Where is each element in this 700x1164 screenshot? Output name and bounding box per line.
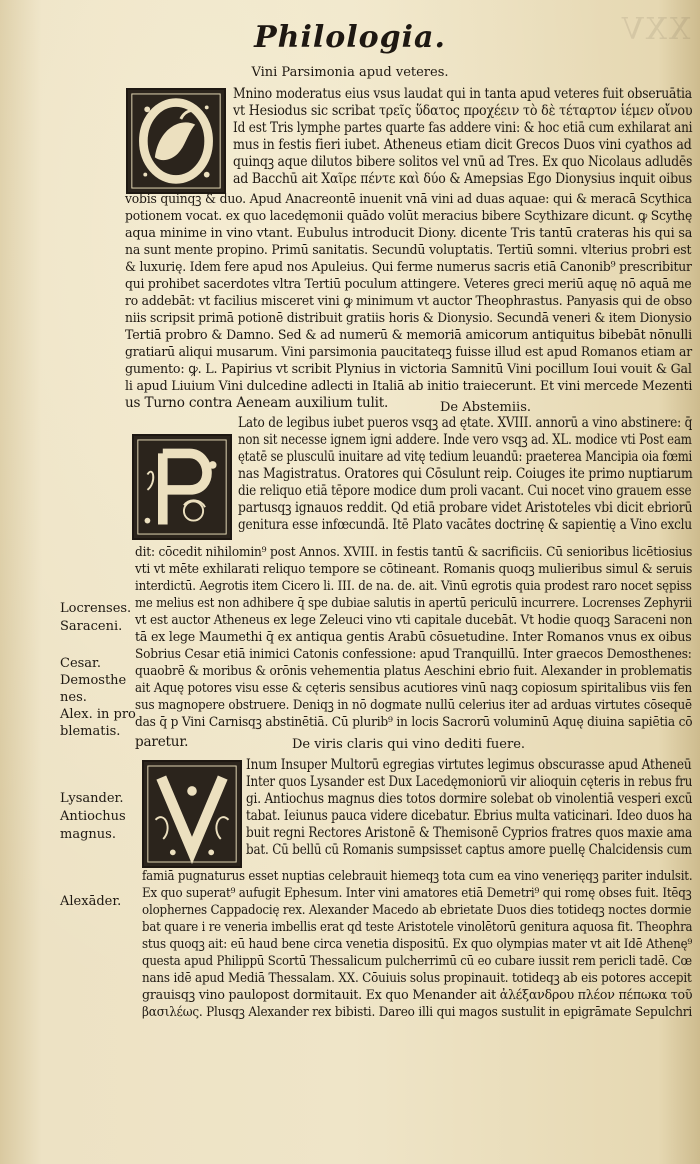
text-line: tabat. Ieiunus pauca videre dicebatur. Ebrius multa vaticinari. Ideo duos ha	[246, 808, 693, 824]
decorated-initial-v	[142, 760, 242, 868]
text-line: vobis quinqꝫ & duo. Apud Anacreontē inuenit vnā vini ad duas aquae: qui & meracā Scythica	[125, 192, 692, 207]
bleed-through-text: XXV	[619, 12, 690, 47]
text-line: Inum Insuper Multorū egregias virtutes legimus obscurasse apud Atheneū	[246, 757, 692, 773]
text-line: Inter quos Lysander est Dux Lacedęmoniorū vir alioquin cęteris in rebus fru	[246, 774, 693, 790]
margin-note: Lysander.	[60, 791, 124, 806]
text-line: ętatē se plusculū inuitare ad vitę tedium leuandū: praeterea Mancipia oia fœmi	[238, 449, 693, 465]
text-line: ait Aquę potores visu esse & cęteris sensibus acutiores vinū naqꝫ copiosum spiritalibus viis fen	[135, 681, 693, 696]
text-line: non sit necesse ignem igni addere. Inde vero vsqꝫ ad. XL. modice vti Post eam	[238, 432, 692, 448]
text-line: sus magnopere obstruere. Deniqꝫ in nō dogmate nullū celerius iter ad arduas virtutes cōsequē	[135, 698, 692, 713]
text-line: quaobrē & moribus & orōnis vehementia platus Aeschini ebrio fuit. Alexander in problematis	[135, 664, 692, 679]
text-line: Sobrius Cesar etiā inimici Catonis confessione: apud Tranquillū. Inter graecos Demosthenes:	[135, 647, 692, 662]
text-line: na sunt mente propino. Primū sanitatis. Secundū voluptatis. Tertiū somni. vlterius probri est	[125, 243, 692, 258]
text-line: quinqꝫ aque dilutos bibere solitos vel vnū ad Tres. Ex quo Nicolaus adludēs	[233, 154, 693, 170]
margin-note: nes.	[60, 690, 87, 705]
text-line: das q̄ p Vini Carnisqꝫ abstinētiā. Cū plurib⁹ in locis Sacrorū voluminū Aquę diuina sapiētia cō	[135, 715, 693, 730]
margin-note: blematis.	[60, 724, 121, 739]
text-line: interdictū. Aegrotis item Cicero li. III. de na. de. ait. Vinū egrotis quia prodest raro nocet sępiss	[135, 579, 692, 594]
margin-note: Alex. in pro	[60, 707, 136, 722]
text-line: genitura esse infœcundā. Itē Plato vacātes doctrinę & sapientię a Vino exclu	[238, 517, 692, 533]
section-heading: De viris claris qui vino dediti fuere.	[292, 737, 526, 752]
text-line: nans idē apud Mediā Thessalam. XX. Cōuiuis solus propinauit. totideqꝫ ab eis potores accepit	[142, 970, 692, 985]
margin-note: Saraceni.	[60, 619, 123, 634]
text-line: grauisqꝫ vino paulopost dormitauit. Ex quo Menander ait ἀλέξανδρου πλέον πέπωκα τοῦ	[142, 987, 693, 1002]
section-heading: Vini Parsimonia apud veteres.	[251, 65, 449, 80]
margin-note: Cesar.	[60, 656, 101, 671]
text-line: vt Hesiodus sic scribat τρεῖς ὕδατος προχέειν τὸ δὲ τέταρτον ἱέμεν οἴνου	[233, 103, 693, 119]
margin-note: Antiochus	[60, 809, 126, 824]
text-line: bat. Cū bellū cū Romanis sumpsisset captus amore puellę Chalcidensis cum	[246, 842, 692, 858]
foliage-ornament-icon	[134, 436, 230, 538]
text-line: buit regni Rectores Aristonē & Themisonē Cyprios fratres quos maxie ama	[246, 825, 692, 841]
text-line: gratiarū aliqui musarum. Vini parsimonia paucitateqꝫ fuisse illud est apud Romanos etiam ar	[125, 345, 692, 360]
margin-note: magnus.	[60, 827, 116, 842]
text-line: Id est Tris lymphe partes quarte fas addere vini: & hoc etiā cum exhilarat ani	[233, 120, 693, 136]
margin-note: Alexāder.	[60, 894, 122, 909]
text-line: qui prohibet sacerdotes vltra Tertiū poculum attingere. Veteres greci meriū aquę nō aquā me	[125, 277, 692, 292]
text-line: aqua minime in vino vtant. Eubulus introducit Diony. dicente Tris tantū crateras his qui sa	[125, 226, 693, 241]
text-line: Lato de legibus iubet pueros vsqꝫ ad ętate. XVIII. annorū a vino abstinere: q̄	[238, 415, 693, 431]
text-line: olophernes Cappadocię rex. Alexander Macedo ab ebrietate Duos dies totideqꝫ noctes dormie	[142, 902, 692, 917]
text-line: vti vt mēte exhilarati reliquo tempore se cōtineant. Romanis quoqꝫ mulieribus simul & seruis	[135, 562, 693, 577]
text-line: li apud Liuium Vini dulcedine adlecti in Italiā ab initio traiecerunt. Et vini mercede Mezenti	[125, 379, 693, 394]
text-line: partusqꝫ ignauos reddit. Qd etiā probare videt Aristoteles vbi dicit ebriorū	[238, 500, 693, 516]
text-line: Mnino moderatus eius vsus laudat qui in tanta apud veteres fuit obseruātia	[233, 86, 692, 102]
text-line: ad Bacchū ait Χαῖρε πέντε καὶ δύο & Amepsias Ego Dionysius inquit oibus	[233, 171, 693, 187]
section-heading: De Abstemiis.	[440, 400, 531, 415]
decorated-initial-o	[126, 88, 226, 194]
text-line: nas Magistratus. Oratores qui Cōsulunt reip. Coiuges ite primo nuptiarum	[238, 466, 693, 482]
text-line: questa apud Philippū Scortū Thessalicum pulcherrimū cū eo cubare iussit rem pericli tadē. Cœ	[142, 953, 692, 968]
dragon-ornament-icon	[128, 90, 224, 192]
text-line: dit: cōcedit nihilomin⁹ post Annos. XVIII. in festis tantū & sacrificiis. Cū senioribus licētiosius	[135, 545, 693, 560]
text-line: stus quoqꝫ ait: eū haud bene circa venetia dispositū. Ex quo olympias mater vt ait Idē Athenę⁹	[142, 936, 693, 951]
text-line: mus in festis fieri iubet. Atheneus etiam dicit Grecos Duos vini cyathos ad	[233, 137, 692, 153]
running-head: Philologia.	[254, 20, 446, 55]
text-line: bat quare i re veneria imbellis erat qd teste Aristotele vinolētorū genitura aquosa fit. Theophra	[142, 919, 693, 934]
text-line: us Turno contra Aeneam auxilium tulit.	[125, 395, 389, 411]
text-line: & luxurię. Idem fere apud nos Apuleius. Qui ferme numerus sacris etiā Canonib⁹ prescribitur	[125, 260, 692, 275]
text-line: famiā pugnaturus esset nuptias celebrauit hiemeqꝫ tota cum ea vino venerięqꝫ pariter indulsit.	[142, 868, 693, 883]
margin-note: Demosthe	[60, 673, 127, 688]
text-line: die reliquo etiā tēpore modice dum proli vacant. Cui nocet vino grauem esse	[238, 483, 692, 499]
text-line: βασιλέως. Plusqꝫ Alexander rex bibisti. Dareo illi qui magos sustulit in epigrāmate Sepulchri	[142, 1004, 692, 1019]
decorated-initial-p	[132, 434, 232, 540]
text-line: Ex quo superat⁹ aufugit Ephesum. Inter vini amatores etiā Demetri⁹ qui romę obses fuit. Itēqꝫ	[142, 885, 692, 900]
text-line: tā ex lege Maumethi q̄ ex antiqua gentis Arabū cōsuetudine. Inter Romanos vnus ex oibus	[135, 630, 692, 645]
text-line: vt est auctor Atheneus ex lege Zeleuci vino vti capitale ducebāt. Vt hodie quoqꝫ Saraceni non	[135, 613, 693, 628]
text-line: potionem vocat. ex quo lacedęmonii quādo volūt meracius bibere Scythizare dicunt. ꝙ Scythę	[125, 209, 693, 224]
text-line: paretur.	[135, 734, 189, 750]
margin-note: Locrenses.	[60, 601, 132, 616]
text-line: ro addebāt: vt facilius misceret vini ꝙ minimum vt auctor Theophrastus. Panyasis qui de obso	[125, 294, 693, 309]
text-line: gumento: ꝙ. L. Papirius vt scribit Plynius in victoria Samnitū Vini pocillum Ioui vouit & Gal	[125, 362, 692, 377]
vine-ornament-icon	[144, 762, 240, 866]
text-line: niis scripsit primā potionē distribuit gratiis horis & Dionysio. Secundā veneri & item Dionysio	[125, 311, 692, 326]
text-line: me melius est non adhibere q̄ spe dubiae salutis in apertū periculū incurrere. Locrenses Zephyrii	[135, 596, 692, 611]
text-line: gi. Antiochus magnus dies totos dormire solebat ob vinolentiā vesperi excū	[246, 791, 693, 807]
text-line: Tertiā probro & Damno. Sed & ad numerū & memoriā amicorum antiquitus bibebāt nōnulli	[125, 328, 692, 343]
